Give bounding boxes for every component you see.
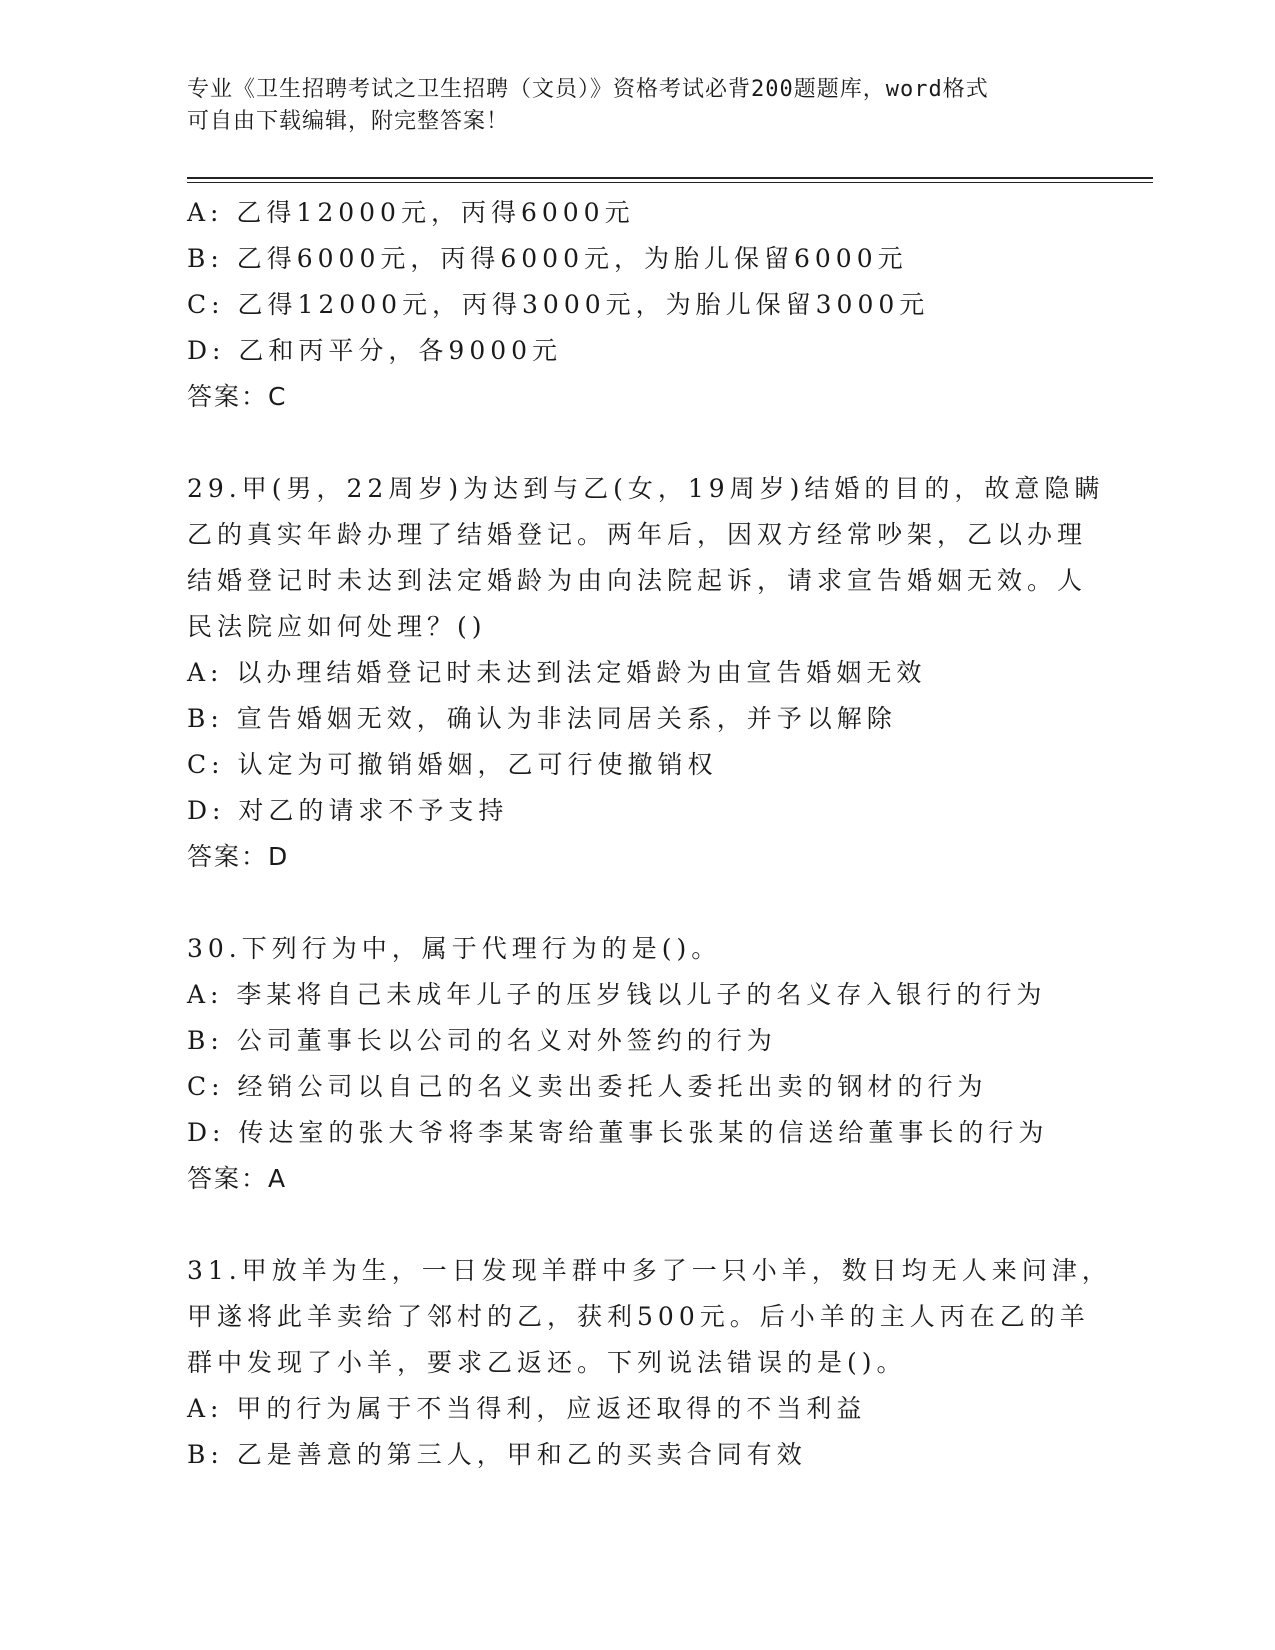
question-stem-line: 29.甲(男，22周岁)为达到与乙(女，19周岁)结婚的目的，故意隐瞒	[187, 474, 1105, 503]
question-29	[187, 466, 1105, 880]
answer-line: 答案：A	[187, 1164, 288, 1193]
spacer	[187, 880, 1087, 926]
question-stem-line: 民法院应如何处理？()	[187, 612, 487, 641]
option-d: D: 对乙的请求不予支持	[187, 796, 509, 825]
option-b: B: 宣告婚姻无效，确认为非法同居关系，并予以解除	[187, 704, 897, 733]
question-stem-line: 31.甲放羊为生，一日发现羊群中多了一只小羊，数日均无人来问津，	[187, 1256, 1112, 1285]
question-stem-line: 30.下列行为中，属于代理行为的是()。	[187, 934, 722, 963]
option-b: B: 乙是善意的第三人，甲和乙的买卖合同有效	[187, 1440, 807, 1469]
option-b: B: 公司董事长以公司的名义对外签约的行为	[187, 1026, 777, 1055]
option-a: A: 李某将自己未成年儿子的压岁钱以儿子的名义存入银行的行为	[187, 980, 1047, 1009]
spacer	[187, 1202, 1087, 1248]
option-d: D: 乙和丙平分，各9000元	[187, 336, 563, 365]
option-c: C: 认定为可撤销婚姻，乙可行使撤销权	[187, 750, 718, 779]
option-c: C: 乙得12000元，丙得3000元，为胎儿保留3000元	[187, 290, 930, 319]
question-stem-line: 结婚登记时未达到法定婚龄为由向法院起诉，请求宣告婚姻无效。人	[187, 566, 1088, 595]
question-31	[187, 1248, 1112, 1478]
header-divider-thick	[187, 177, 1153, 179]
document-header	[187, 74, 1087, 138]
question-stem-line: 甲遂将此羊卖给了邻村的乙，获利500元。后小羊的主人丙在乙的羊	[187, 1302, 1090, 1331]
question-stem-line: 群中发现了小羊，要求乙返还。下列说法错误的是()。	[187, 1348, 907, 1377]
option-d: D: 传达室的张大爷将李某寄给董事长张某的信送给董事长的行为	[187, 1118, 1049, 1147]
option-a: A: 甲的行为属于不当得利，应返还取得的不当利益	[187, 1394, 867, 1423]
question-stem-line: 乙的真实年龄办理了结婚登记。两年后，因双方经常吵架，乙以办理	[187, 520, 1088, 549]
answer-line: 答案：D	[187, 842, 290, 871]
answer-line: 答案：C	[187, 382, 288, 411]
option-a: A: 乙得12000元，丙得6000元	[187, 198, 635, 227]
option-c: C: 经销公司以自己的名义卖出委托人委托出卖的钢材的行为	[187, 1072, 988, 1101]
question-28	[187, 190, 1087, 420]
question-30	[187, 926, 1087, 1202]
header-line-1: 专业《卫生招聘考试之卫生招聘（文员）》资格考试必背200题题库，word格式	[187, 77, 989, 102]
question-list	[187, 190, 1112, 1478]
option-a: A: 以办理结婚登记时未达到法定婚龄为由宣告婚姻无效	[187, 658, 927, 687]
spacer	[187, 420, 1087, 466]
header-line-2: 可自由下载编辑，附完整答案！	[187, 109, 510, 134]
header-divider-thin	[187, 182, 1153, 183]
option-b: B: 乙得6000元，丙得6000元，为胎儿保留6000元	[187, 244, 908, 273]
